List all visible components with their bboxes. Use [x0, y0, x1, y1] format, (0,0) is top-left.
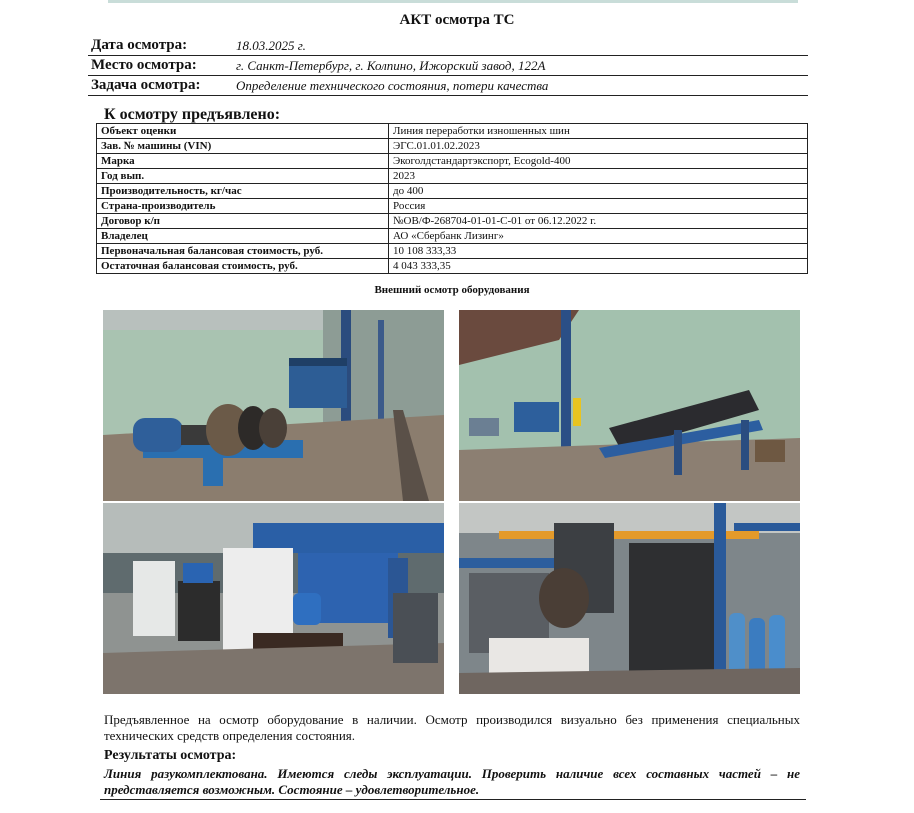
spec-key: Договор к/п [97, 214, 389, 229]
results-title: Результаты осмотра: [104, 748, 237, 763]
spec-value: до 400 [389, 184, 808, 199]
spec-key: Страна-производитель [97, 199, 389, 214]
inspection-note: Предъявленное на осмотр оборудование в наличии. Осмотр производился визуально без применения специальных технических средств определения состояния. [104, 712, 800, 743]
spec-value: 2023 [389, 169, 808, 184]
spec-key: Год вып. [97, 169, 389, 184]
spec-value: 4 043 333,35 [389, 259, 808, 274]
spec-key: Остаточная балансовая стоимость, руб. [97, 259, 389, 274]
meta-value: Определение технического состояния, потери качества [236, 78, 549, 93]
spec-key: Владелец [97, 229, 389, 244]
spec-value: Линия переработки изношенных шин [389, 124, 808, 139]
equipment-photo-hydraulic-unit [103, 503, 444, 694]
spec-key: Зав. № машины (VIN) [97, 139, 389, 154]
table-row [97, 154, 808, 169]
meta-label: Задача осмотра: [91, 77, 201, 93]
equipment-photo-conveyor [459, 310, 800, 501]
table-row [97, 214, 808, 229]
table-row [97, 199, 808, 214]
meta-label: Дата осмотра: [91, 37, 188, 53]
equipment-photo-shredder [459, 503, 800, 694]
equipment-spec-table [96, 123, 808, 274]
section-title: К осмотру предъявлено: [104, 106, 281, 123]
document-title: АКТ осмотра ТС [399, 12, 515, 28]
meta-row-task [88, 78, 808, 96]
spec-value: Экоголдстандартэкспорт, Ecogold-400 [389, 154, 808, 169]
table-row [97, 139, 808, 154]
spec-key: Марка [97, 154, 389, 169]
spec-value: №ОВ/Ф-268704-01-01-С-01 от 06.12.2022 г. [389, 214, 808, 229]
meta-value: 18.03.2025 г. [236, 38, 306, 53]
meta-row-date [88, 38, 808, 56]
spec-key: Первоначальная балансовая стоимость, руб. [97, 244, 389, 259]
spec-value: Россия [389, 199, 808, 214]
top-decorative-line [108, 0, 798, 3]
table-row [97, 259, 808, 274]
meta-row-place [88, 58, 808, 76]
results-text: Линия разукомплектована. Имеются следы эксплуатации. Проверить наличие всех составных частей – не представляется возможным. Состояние – удовлетворительное. [104, 766, 800, 797]
results-underline [100, 799, 806, 800]
equipment-photo-crusher [103, 310, 444, 501]
meta-label: Место осмотра: [91, 57, 197, 73]
table-row [97, 124, 808, 139]
table-row [97, 169, 808, 184]
spec-value: 10 108 333,33 [389, 244, 808, 259]
table-row [97, 229, 808, 244]
table-row [97, 244, 808, 259]
photos-title: Внешний осмотр оборудования [374, 284, 530, 296]
meta-value: г. Санкт-Петербург, г. Колпино, Ижорский завод, 122А [236, 58, 546, 73]
spec-key: Объект оценки [97, 124, 389, 139]
table-row [97, 184, 808, 199]
spec-value: ЭГС.01.01.02.2023 [389, 139, 808, 154]
spec-value: АО «Сбербанк Лизинг» [389, 229, 808, 244]
spec-key: Производительность, кг/час [97, 184, 389, 199]
